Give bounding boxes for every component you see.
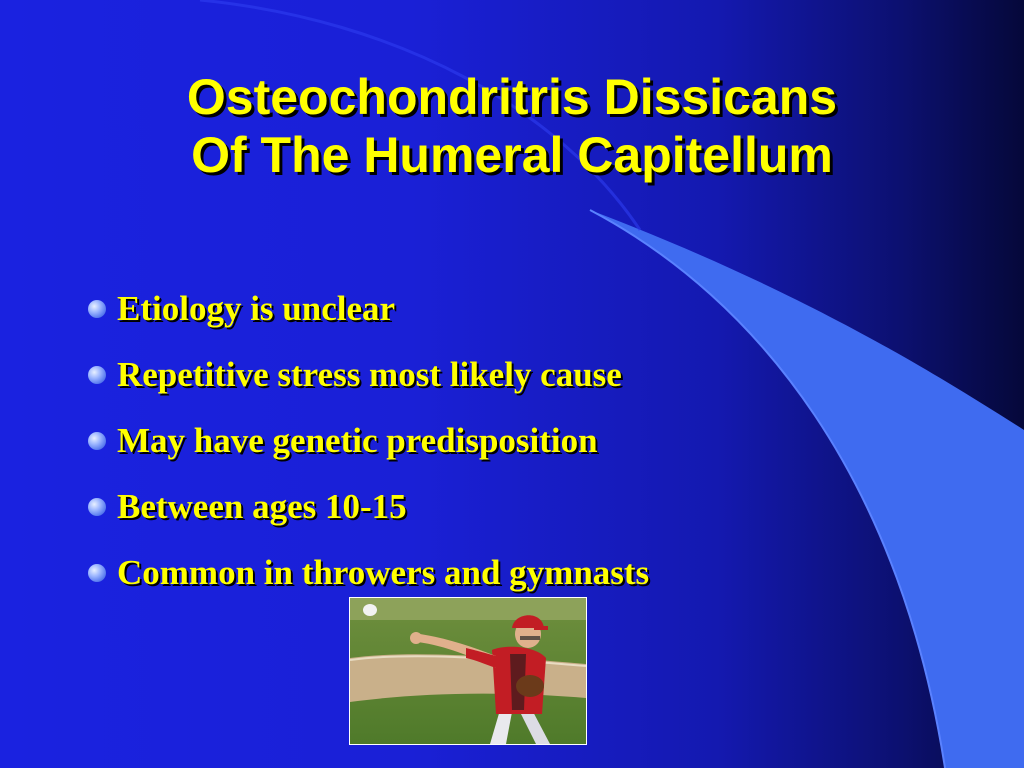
bullet-icon bbox=[88, 498, 106, 516]
list-item bbox=[88, 342, 649, 408]
bullet-text: Etiology is unclear bbox=[117, 289, 396, 328]
bullet-icon bbox=[88, 300, 106, 318]
pitcher-illustration bbox=[350, 598, 586, 744]
list-item bbox=[88, 474, 649, 540]
bullet-text: Common in throwers and gymnasts bbox=[117, 553, 650, 592]
slide-title bbox=[60, 68, 964, 184]
bullet-icon bbox=[88, 564, 106, 582]
list-item bbox=[88, 408, 649, 474]
baseball-pitcher-photo bbox=[349, 597, 587, 745]
bullet-text: Between ages 10-15 bbox=[117, 487, 407, 526]
bullet-icon bbox=[88, 366, 106, 384]
list-item bbox=[88, 276, 649, 342]
bullet-list bbox=[88, 276, 649, 606]
bullet-text: Repetitive stress most likely cause bbox=[117, 355, 622, 394]
bullet-icon bbox=[88, 432, 106, 450]
bullet-text: May have genetic predisposition bbox=[117, 421, 598, 460]
title-line-2: Of The Humeral Capitellum bbox=[191, 127, 833, 183]
title-line-1: Osteochondritris Dissicans bbox=[186, 69, 838, 125]
